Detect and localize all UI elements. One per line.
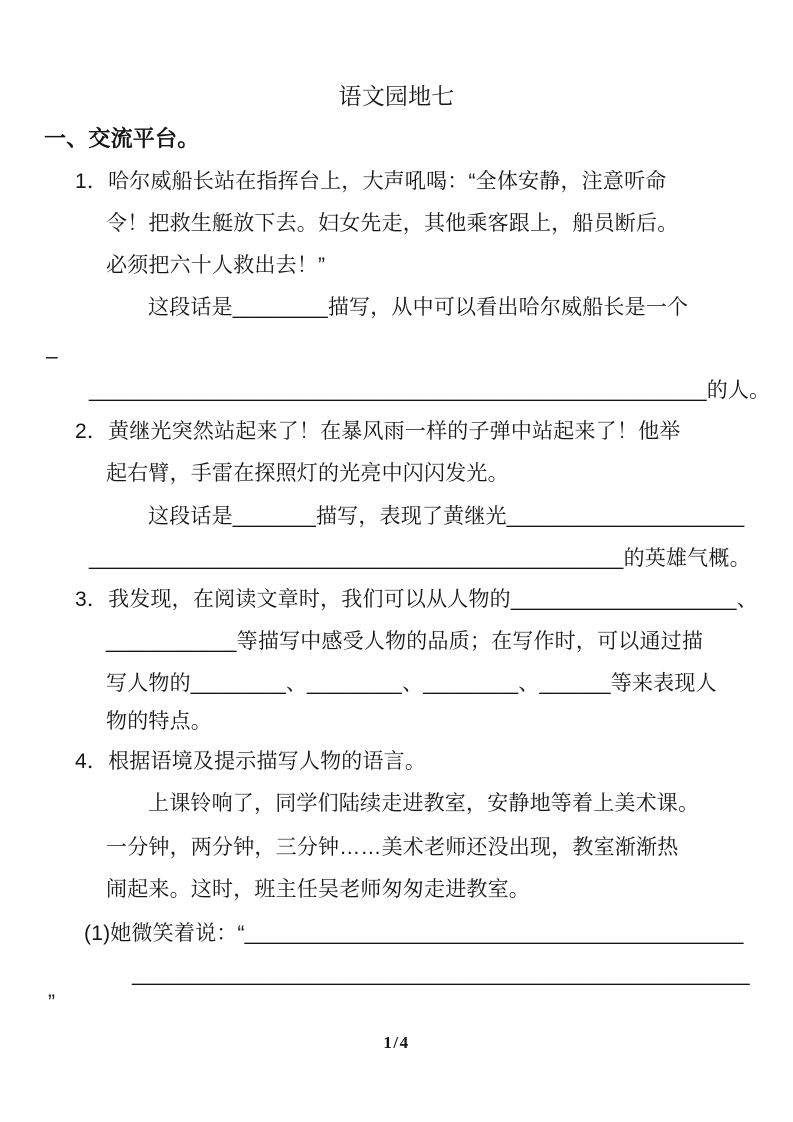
- page-number: 1/4: [383, 1033, 410, 1052]
- q2-line-1: 2．黄继光突然站起来了！在暴风雨一样的子弹中站起来了！他举: [75, 420, 681, 443]
- q4-fill-blank-line-2: ____________________________________________________: [132, 963, 750, 986]
- q3-line-3: 写人物的________、________、________、______等来表现人: [106, 672, 717, 695]
- q1-line-1: 1．哈尔威船长站在指挥台上，大声吼喝：“全体安静，注意听命: [75, 170, 667, 193]
- q1-fill-blank-line: 这段话是________描写，从中可以看出哈尔威船长是一个: [148, 296, 689, 319]
- section-heading: 一、交流平台。: [44, 126, 200, 151]
- page-title: 语文园地七: [338, 83, 455, 109]
- q3-line-4: 物的特点。: [106, 710, 212, 733]
- closing-quote: ”: [48, 991, 56, 1014]
- q4-line-4: 闹起来。这时，班主任吴老师匆匆走进教室。: [106, 878, 530, 901]
- stray-dash: –: [46, 345, 58, 368]
- q3-line-2: ___________等描写中感受人物的品质；在写作时，可以通过描: [106, 630, 704, 653]
- q4-line-2: 上课铃响了，同学们陆续走进教室，安静地等着上美术课。: [148, 792, 700, 815]
- q4-line-3: 一分钟，两分钟，三分钟……美术老师还没出现，教室渐渐热: [106, 836, 679, 859]
- q2-line-2: 起右臂，手雷在探照灯的光亮中闪闪发光。: [106, 462, 509, 485]
- q2-fill-blank-line-2: _____________________________________________的英雄气概。: [89, 547, 751, 570]
- q2-fill-blank-line: 这段话是_______描写，表现了黄继光____________________: [148, 505, 745, 528]
- q4-fill-blank-line: (1)她微笑着说：“__________________________________________: [84, 922, 744, 945]
- q4-line-1: 4．根据语境及提示描写人物的语言。: [75, 750, 427, 773]
- q1-line-2: 令！把救生艇放下去。妇女先走，其他乘客跟上，船员断后。: [106, 212, 679, 235]
- q3-line-1: 3．我发现，在阅读文章时，我们可以从人物的___________________、: [75, 588, 758, 611]
- q1-fill-blank-line-2: ____________________________________________________的人。: [89, 379, 771, 402]
- q1-line-3: 必须把六十人救出去！”: [106, 254, 326, 277]
